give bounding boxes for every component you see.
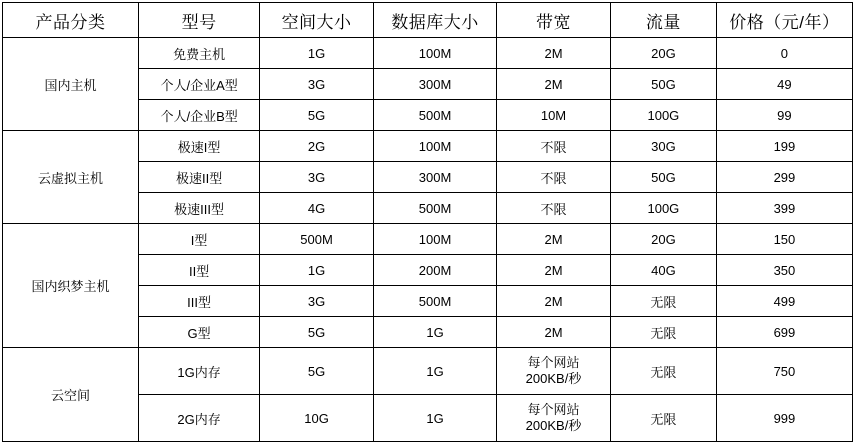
model-cell: 1G内存 <box>139 348 260 395</box>
model-cell: II型 <box>139 255 260 286</box>
space-cell: 3G <box>260 162 374 193</box>
bandwidth-cell <box>497 395 611 442</box>
flow-cell: 无限 <box>610 348 716 395</box>
bandwidth-cell: 2M <box>497 286 611 317</box>
category-cell: 国内织梦主机 <box>3 224 139 348</box>
database-cell: 500M <box>374 193 497 224</box>
column-header-model: 型号 <box>139 3 260 38</box>
table-header-row <box>3 3 853 38</box>
bandwidth-cell: 不限 <box>497 193 611 224</box>
model-cell: 个人/企业B型 <box>139 100 260 131</box>
bandwidth-cell: 2M <box>497 317 611 348</box>
flow-cell: 50G <box>610 69 716 100</box>
model-cell: 2G内存 <box>139 395 260 442</box>
bandwidth-cell: 不限 <box>497 162 611 193</box>
database-cell: 1G <box>374 348 497 395</box>
price-cell: 750 <box>716 348 852 395</box>
column-header-price: 价格（元/年） <box>716 3 852 38</box>
category-cell: 云空间 <box>3 348 139 442</box>
space-cell: 4G <box>260 193 374 224</box>
flow-cell: 无限 <box>610 395 716 442</box>
flow-cell: 40G <box>610 255 716 286</box>
column-header-bandwidth: 带宽 <box>497 3 611 38</box>
price-cell: 350 <box>716 255 852 286</box>
bandwidth-cell <box>497 348 611 395</box>
price-cell: 699 <box>716 317 852 348</box>
flow-cell: 100G <box>610 100 716 131</box>
database-cell: 500M <box>374 100 497 131</box>
flow-cell: 无限 <box>610 286 716 317</box>
flow-cell: 20G <box>610 38 716 69</box>
space-cell: 1G <box>260 255 374 286</box>
price-cell: 399 <box>716 193 852 224</box>
flow-cell: 100G <box>610 193 716 224</box>
database-cell: 500M <box>374 286 497 317</box>
space-cell: 5G <box>260 348 374 395</box>
database-cell: 300M <box>374 162 497 193</box>
model-cell: 极速III型 <box>139 193 260 224</box>
price-cell: 150 <box>716 224 852 255</box>
price-cell: 49 <box>716 69 852 100</box>
bandwidth-cell: 10M <box>497 100 611 131</box>
column-header-space: 空间大小 <box>260 3 374 38</box>
database-cell: 300M <box>374 69 497 100</box>
flow-cell: 20G <box>610 224 716 255</box>
bandwidth-line-1: 每个网站 <box>527 401 580 417</box>
database-cell: 200M <box>374 255 497 286</box>
price-cell: 299 <box>716 162 852 193</box>
space-cell: 1G <box>260 38 374 69</box>
model-cell: I型 <box>139 224 260 255</box>
flow-cell: 50G <box>610 162 716 193</box>
price-cell: 199 <box>716 131 852 162</box>
pricing-table <box>2 2 853 442</box>
table-row <box>3 131 853 162</box>
model-cell: III型 <box>139 286 260 317</box>
bandwidth-cell: 2M <box>497 69 611 100</box>
bandwidth-line-1: 每个网站 <box>527 354 580 370</box>
space-cell: 5G <box>260 317 374 348</box>
space-cell: 3G <box>260 286 374 317</box>
column-header-category: 产品分类 <box>3 3 139 38</box>
bandwidth-line-2: 200KB/秒 <box>525 371 582 386</box>
database-cell: 1G <box>374 395 497 442</box>
space-cell: 2G <box>260 131 374 162</box>
database-cell: 1G <box>374 317 497 348</box>
column-header-flow: 流量 <box>610 3 716 38</box>
database-cell: 100M <box>374 131 497 162</box>
flow-cell: 30G <box>610 131 716 162</box>
space-cell: 5G <box>260 100 374 131</box>
column-header-database: 数据库大小 <box>374 3 497 38</box>
model-cell: 极速I型 <box>139 131 260 162</box>
database-cell: 100M <box>374 224 497 255</box>
model-cell: 个人/企业A型 <box>139 69 260 100</box>
space-cell: 10G <box>260 395 374 442</box>
flow-cell: 无限 <box>610 317 716 348</box>
price-cell: 499 <box>716 286 852 317</box>
table-row <box>3 224 853 255</box>
model-cell: 免费主机 <box>139 38 260 69</box>
model-cell: G型 <box>139 317 260 348</box>
database-cell: 100M <box>374 38 497 69</box>
space-cell: 3G <box>260 69 374 100</box>
bandwidth-cell: 2M <box>497 38 611 69</box>
bandwidth-line-2: 200KB/秒 <box>525 418 582 433</box>
price-cell: 999 <box>716 395 852 442</box>
bandwidth-cell: 2M <box>497 255 611 286</box>
price-cell: 99 <box>716 100 852 131</box>
model-cell: 极速II型 <box>139 162 260 193</box>
table-row <box>3 348 853 395</box>
price-cell: 0 <box>716 38 852 69</box>
bandwidth-cell: 2M <box>497 224 611 255</box>
bandwidth-cell: 不限 <box>497 131 611 162</box>
space-cell: 500M <box>260 224 374 255</box>
category-cell: 国内主机 <box>3 38 139 131</box>
category-cell: 云虚拟主机 <box>3 131 139 224</box>
table-row <box>3 38 853 69</box>
